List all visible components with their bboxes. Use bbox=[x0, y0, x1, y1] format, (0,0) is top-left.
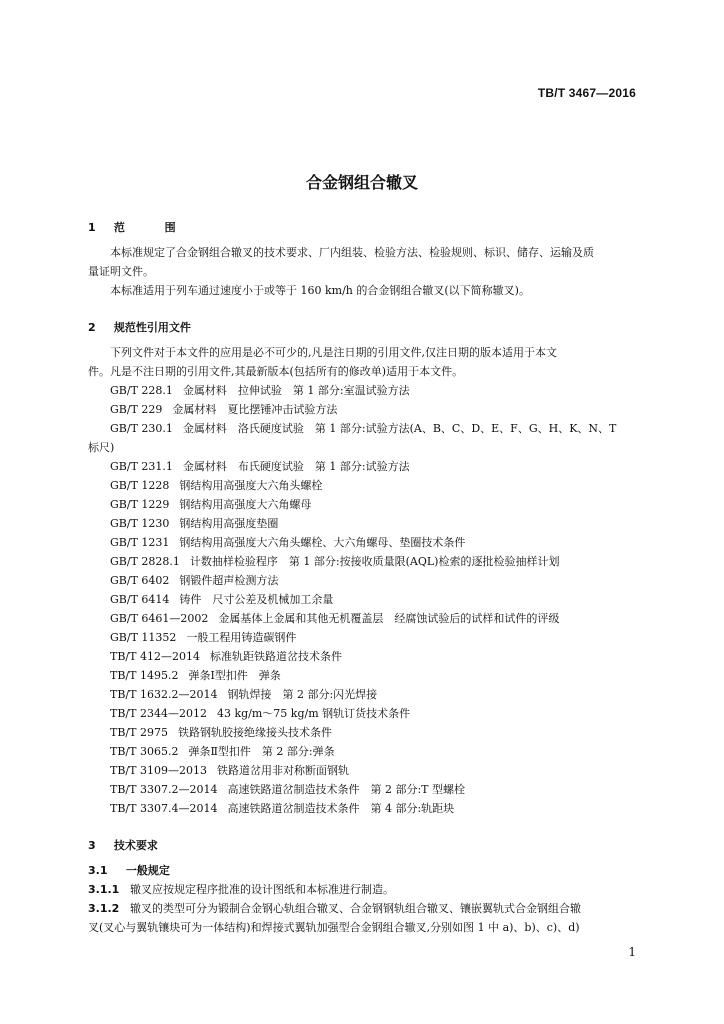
clause-text: 辙叉应按规定程序批准的设计图纸和本标准进行制造。 bbox=[130, 883, 394, 896]
reference-item bbox=[88, 476, 640, 495]
clause-3-1-1 bbox=[88, 880, 640, 899]
reference-title: 钢锻件超声检测方法 bbox=[179, 574, 279, 587]
reference-code: TB/T 2975 bbox=[110, 726, 168, 739]
reference-code: GB/T 229 bbox=[110, 403, 163, 416]
document-title: 合金钢组合辙叉 bbox=[305, 173, 418, 192]
reference-code: TB/T 2344—2012 bbox=[110, 707, 207, 720]
reference-code: GB/T 231.1 bbox=[110, 460, 173, 473]
reference-code: TB/T 3307.4—2014 bbox=[110, 802, 218, 815]
reference-code: TB/T 3065.2 bbox=[110, 745, 179, 758]
reference-title: 高速铁路道岔制造技术条件 第 2 部分:T 型螺栓 bbox=[227, 783, 465, 796]
reference-item bbox=[88, 723, 640, 742]
reference-item bbox=[88, 514, 640, 533]
reference-item bbox=[88, 419, 640, 438]
reference-item bbox=[88, 799, 640, 818]
reference-item bbox=[88, 552, 640, 571]
reference-item bbox=[88, 590, 640, 609]
section-title: 规范性引用文件 bbox=[113, 321, 191, 334]
section-1 bbox=[88, 218, 640, 300]
reference-item bbox=[88, 457, 640, 476]
reference-code: GB/T 1229 bbox=[110, 498, 170, 511]
reference-item bbox=[88, 628, 640, 647]
section-2 bbox=[88, 318, 640, 818]
reference-title: 金属材料 布氏硬度试验 第 1 部分:试验方法 bbox=[182, 460, 410, 473]
reference-code: GB/T 1231 bbox=[110, 536, 170, 549]
reference-item bbox=[88, 571, 640, 590]
reference-title: 金属基体上金属和其他无机覆盖层 经腐蚀试验后的试样和试件的评级 bbox=[218, 612, 560, 625]
reference-code: GB/T 1228 bbox=[110, 479, 170, 492]
reference-item bbox=[88, 666, 640, 685]
reference-code: TB/T 3307.2—2014 bbox=[110, 783, 218, 796]
reference-item bbox=[88, 742, 640, 761]
section-3 bbox=[88, 836, 640, 937]
reference-item bbox=[88, 609, 640, 628]
paragraph: 本标准适用于列车通过速度小于或等于 160 km/h 的合金钢组合辙叉(以下简称辙叉)。 bbox=[110, 284, 530, 297]
paragraph-continuation: 件。凡是不注日期的引用文件,其最新版本(包括所有的修改单)适用于本文件。 bbox=[88, 365, 464, 378]
clause-number: 3.1.2 bbox=[88, 902, 120, 915]
clause-continuation: 叉(叉心与翼轨镶块可为一体结构)和焊接式翼轨加强型合金钢组合辙叉,分别如图 1 中 a)、b)、c)、d) bbox=[88, 921, 580, 934]
reference-title: 铸件 尺寸公差及机械加工余量 bbox=[179, 593, 334, 606]
clause-number: 3.1.1 bbox=[88, 883, 120, 896]
subsection-title: 一般规定 bbox=[125, 864, 170, 877]
section-1-heading bbox=[88, 218, 640, 237]
reference-title: 金属材料 夏比摆锤冲击试验方法 bbox=[172, 403, 338, 416]
section-2-heading bbox=[88, 318, 640, 337]
paragraph-continuation: 量证明文件。 bbox=[88, 265, 154, 278]
reference-item bbox=[88, 704, 640, 723]
reference-title: 钢结构用高强度大六角头螺栓、大六角螺母、垫圈技术条件 bbox=[179, 536, 466, 549]
reference-title: 钢结构用高强度大六角头螺栓 bbox=[179, 479, 323, 492]
section-3-heading bbox=[88, 836, 640, 855]
reference-title: 铁路钢轨胶接绝缘接头技术条件 bbox=[177, 726, 332, 739]
reference-code: GB/T 6414 bbox=[110, 593, 170, 606]
reference-title: 弹条Ⅰ型扣件 弹条 bbox=[188, 669, 281, 682]
reference-code: GB/T 2828.1 bbox=[110, 555, 180, 568]
standard-code: TB/T 3467—2016 bbox=[537, 86, 636, 100]
reference-title: 43 kg/m～75 kg/m 钢轨订货技术条件 bbox=[216, 707, 411, 720]
section-number: 1 bbox=[88, 221, 96, 234]
reference-title: 标准轨距铁路道岔技术条件 bbox=[209, 650, 342, 663]
reference-code: TB/T 1495.2 bbox=[110, 669, 179, 682]
clause-3-1-2 bbox=[88, 899, 640, 918]
reference-title: 钢结构用高强度大六角螺母 bbox=[179, 498, 312, 511]
reference-title: 计数抽样检验程序 第 1 部分:按接收质量限(AQL)检索的逐批检验抽样计划 bbox=[189, 555, 560, 568]
reference-item bbox=[88, 685, 640, 704]
reference-title: 钢结构用高强度垫圈 bbox=[179, 517, 279, 530]
reference-item bbox=[88, 381, 640, 400]
section-number: 3 bbox=[88, 839, 96, 852]
reference-item bbox=[88, 495, 640, 514]
reference-title: 金属材料 洛氏硬度试验 第 1 部分:试验方法(A、B、C、D、E、F、G、H、K、N、T bbox=[182, 422, 617, 435]
reference-item bbox=[88, 533, 640, 552]
reference-title: 铁路道岔用非对称断面钢轨 bbox=[216, 764, 349, 777]
reference-title: 高速铁路道岔制造技术条件 第 4 部分:轨距块 bbox=[227, 802, 455, 815]
section-number: 2 bbox=[88, 321, 96, 334]
reference-title: 金属材料 拉伸试验 第 1 部分:室温试验方法 bbox=[182, 384, 410, 397]
reference-code: GB/T 230.1 bbox=[110, 422, 173, 435]
reference-title: 一般工程用铸造碳钢件 bbox=[186, 631, 297, 644]
section-title: 范 围 bbox=[113, 221, 194, 234]
reference-code: TB/T 1632.2—2014 bbox=[110, 688, 218, 701]
reference-code: TB/T 412—2014 bbox=[110, 650, 200, 663]
reference-code: GB/T 11352 bbox=[110, 631, 177, 644]
paragraph: 下列文件对于本文件的应用是必不可少的,凡是注日期的引用文件,仅注日期的版本适用于本文 bbox=[110, 346, 557, 359]
reference-item bbox=[88, 400, 640, 419]
reference-item bbox=[88, 780, 640, 799]
reference-code: GB/T 6461—2002 bbox=[110, 612, 209, 625]
paragraph: 本标准规定了合金钢组合辙叉的技术要求、厂内组装、检验方法、检验规则、标识、储存、运输及质 bbox=[110, 246, 594, 259]
reference-title: 钢轨焊接 第 2 部分:闪光焊接 bbox=[227, 688, 378, 701]
subsection-3-1-heading bbox=[88, 861, 640, 880]
reference-code: GB/T 6402 bbox=[110, 574, 170, 587]
reference-item bbox=[88, 647, 640, 666]
page-number: 1 bbox=[628, 945, 636, 959]
reference-title: 弹条Ⅱ型扣件 第 2 部分:弹条 bbox=[188, 745, 335, 758]
reference-continuation: 标尺) bbox=[88, 441, 115, 454]
section-title: 技术要求 bbox=[113, 839, 158, 852]
subsection-number: 3.1 bbox=[88, 864, 108, 877]
reference-code: TB/T 3109—2013 bbox=[110, 764, 207, 777]
reference-code: GB/T 1230 bbox=[110, 517, 170, 530]
clause-text: 辙叉的类型可分为锻制合金钢心轨组合辙叉、合金钢钢轨组合辙叉、镶嵌翼轨式合金钢组合辙 bbox=[130, 902, 581, 915]
reference-code: GB/T 228.1 bbox=[110, 384, 173, 397]
reference-item bbox=[88, 761, 640, 780]
